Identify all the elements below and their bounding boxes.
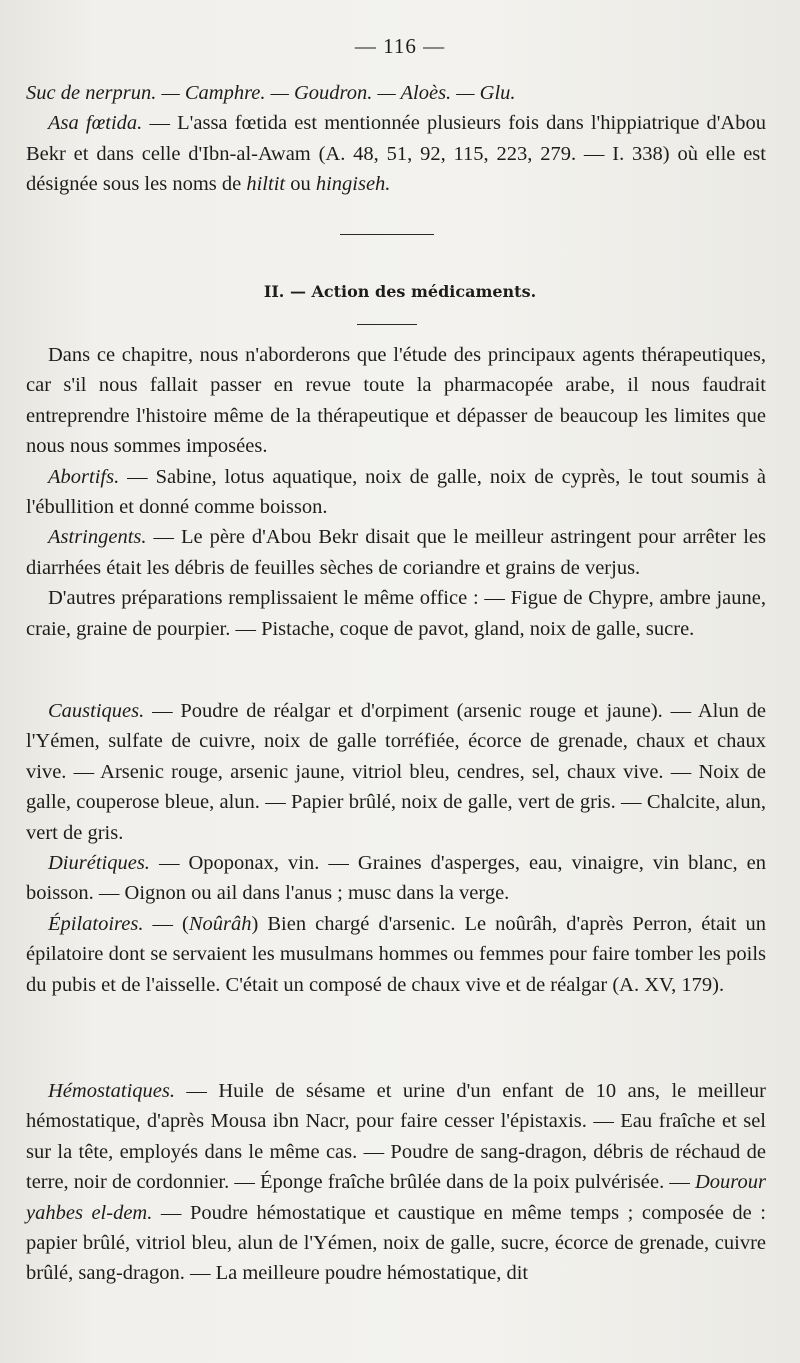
body-block-1 — [26, 340, 766, 644]
epilatoires-name: Noûrâh — [188, 912, 252, 935]
hemostatiques-text-2: — Poudre hémostatique et caustique en même temps ; composée de : papier brûlé, vitriol bleu, alun de l'Yémen, noix de galle, sucre, écorce de grenade, cuivre brûlé, sang-dragon. — La meilleure poudre hémostatique, dit — [26, 1201, 767, 1285]
epilatoires-term: Épilatoires. — [48, 912, 144, 935]
astringents-term: Astringents. — [48, 526, 147, 549]
caustiques-term: Caustiques. — [48, 700, 145, 722]
paragraph-epilatoires — [26, 909, 766, 1000]
epilatoires-paren: — ( — [143, 912, 189, 935]
page-number: — 116 — — [354, 34, 446, 58]
asa-text: — L'assa fœtida est mentionnée plusieurs fois dans l'hippiatrique d'Abou Bekr et dans celle d'Ibn-al-Awam (A. 48, 51, 92, 115, 223, 279. — I. 338) où elle est désignée sous les noms de — [26, 112, 766, 196]
asa-or: ou — [285, 173, 316, 196]
astringents-text: — Le père d'Abou Bekr disait que le meilleur astringent pour arrêter les diarrhées était les débris de feuilles sèches de coriandre et grains de verjus. — [26, 526, 766, 579]
asa-term: Asa fœtida. — [48, 112, 143, 135]
paragraph-intro: Dans ce chapitre, nous n'aborderons que l'étude des principaux agents thérapeutiques, car s'il nous fallait passer en revue toute la pharmacopée arabe, il nous faudrait entreprendre l'histoire même de la thérapeutique et dépasser de beaucoup les limites que nous nous sommes imposées. — [26, 344, 766, 458]
diuretiques-text: — Opoponax, vin. — Graines d'asperges, eau, vinaigre, vin blanc, en boisson. — Oignon ou ail dans l'anus ; musc dans la verge. — [26, 852, 766, 905]
abortifs-term: Abortifs. — [48, 465, 120, 488]
asa-name-hiltit: hiltit — [246, 173, 286, 196]
separator-rule-heading — [357, 324, 417, 325]
section-heading: II. — Action des médicaments. — [263, 282, 537, 301]
intro-block — [26, 78, 766, 200]
body-block-3 — [26, 1076, 766, 1289]
separator-rule-top — [340, 234, 434, 235]
abortifs-text: — Sabine, lotus aquatique, noix de galle, noix de cyprès, le tout soumis à l'ébullition et donné comme boisson. — [26, 465, 766, 519]
caustiques-text: — Poudre de réalgar et d'orpiment (arsenic rouge et jaune). — Alun de l'Yémen, sulfate de cuivre, noix de galle torréfiée, écorce de grenade, chaux et chaux vive. — Arsenic rouge, arsenic jaune, vitriol bleu, cendres, sel, chaux vive. — Noix de galle, couperose bleue, alun. — Papier brûlé, noix de galle, vert de gris. — Chalcite, alun, vert de gris. — [26, 700, 766, 844]
intro-line-text: Suc de nerprun. — Camphre. — Goudron. — Aloès. — Glu. — [26, 82, 516, 104]
diuretiques-term: Diurétiques. — [48, 852, 150, 875]
hemostatiques-name: Dourour yahbes el-dem. — [26, 1171, 766, 1224]
paragraph-astringents — [26, 522, 766, 583]
paragraph-abortifs — [26, 462, 766, 523]
paragraph-astringents-extra: D'autres préparations remplissaient le même office : — Figue de Chypre, ambre jaune, craie, graine de pourpier. — Pistache, coque de pavot, gland, noix de galle, sucre. — [26, 587, 766, 640]
intro-line — [26, 78, 766, 108]
hemostatiques-text: — Huile de sésame et urine d'un enfant de 10 ans, le meilleur hémostatique, d'après Mousa ibn Nacr, pour faire cesser l'épistaxis. — Eau fraîche et sel sur la tête, employés dans le même cas. — Poudre de sang-dragon, débris de réchaud de terre, noir de cordonnier. — Éponge fraîche brûlée dans de la poix pulvérisée. — — [26, 1080, 766, 1194]
paragraph-diuretiques — [26, 848, 766, 909]
paragraph-asa-foetida — [26, 108, 766, 199]
asa-name-hingiseh: hingiseh. — [315, 173, 391, 196]
body-block-2 — [26, 696, 766, 1000]
paragraph-hemostatiques — [26, 1076, 766, 1289]
hemostatiques-term: Hémostatiques. — [48, 1080, 175, 1102]
paragraph-caustiques — [26, 696, 766, 848]
epilatoires-text: ) Bien chargé d'arsenic. Le noûrâh, d'après Perron, était un épilatoire dont se servaient les musulmans hommes ou femmes pour faire tomber les poils du pubis et de l'aisselle. C'était un composé de chaux vive et de réalgar (A. XV, 179). — [26, 912, 767, 996]
